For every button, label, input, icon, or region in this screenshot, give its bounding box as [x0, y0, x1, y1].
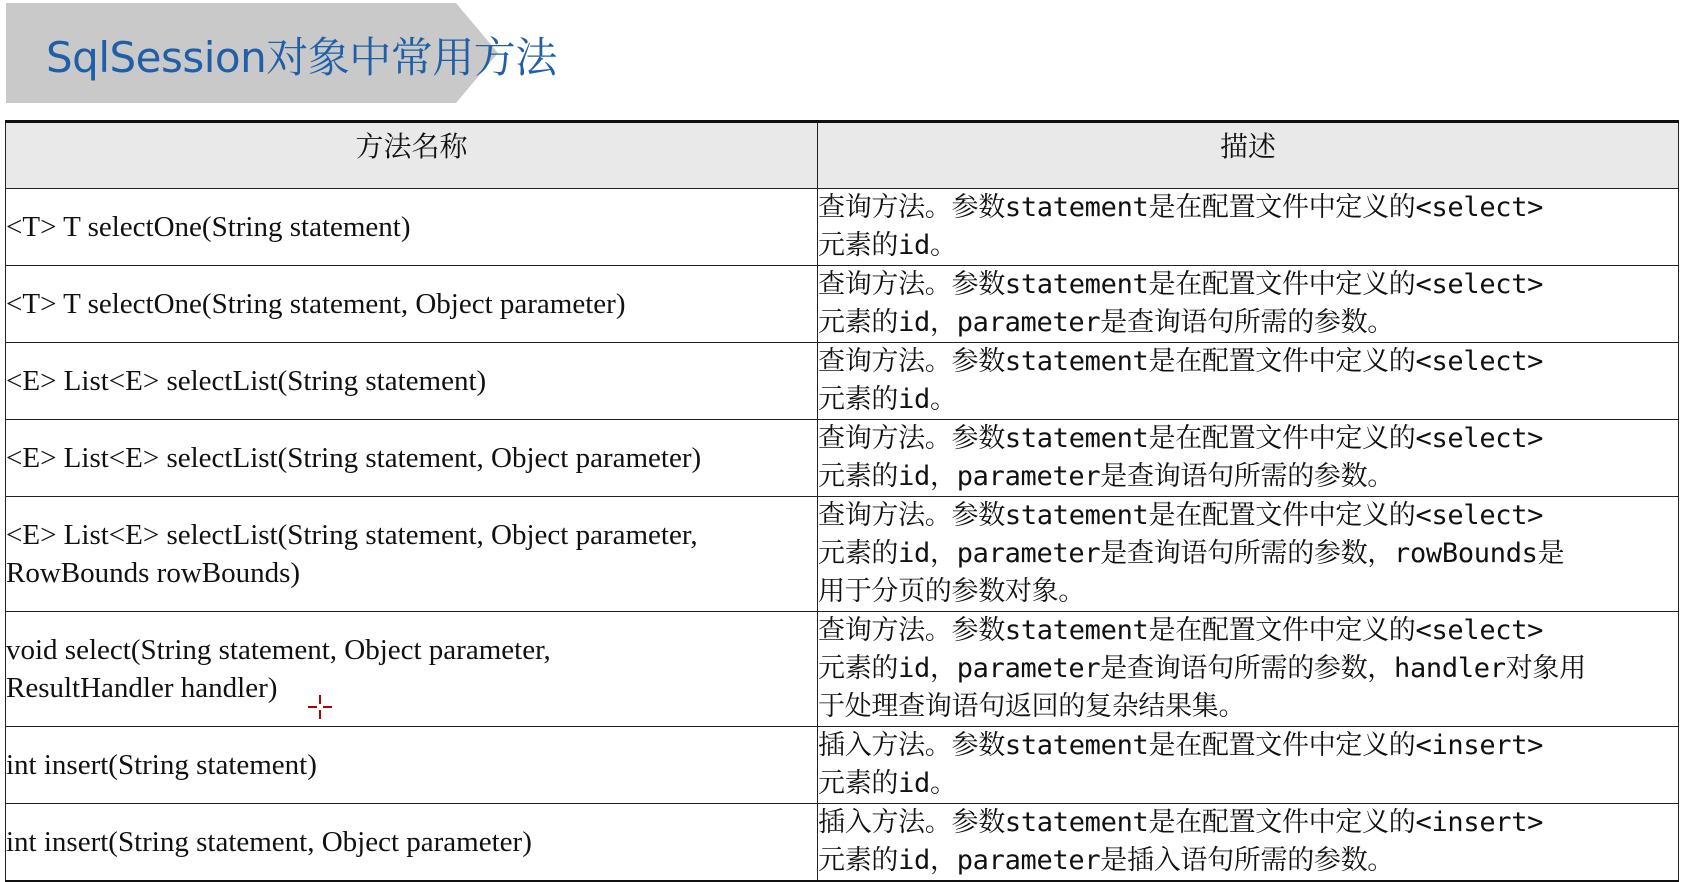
method-cell: <E> List<E> selectList(String statement, Object parameter, RowBounds rowBounds) [6, 497, 818, 612]
table-row [6, 189, 1679, 266]
table-row [6, 497, 1679, 612]
description-cell: 查询方法。参数statement是在配置文件中定义的<select> 元素的id，parameter是查询语句所需的参数。 [818, 420, 1679, 497]
methods-table [5, 120, 1679, 882]
header-method-name: 方法名称 [6, 122, 818, 189]
description-cell: 查询方法。参数statement是在配置文件中定义的<select> 元素的id，parameter是查询语句所需的参数，handler对象用 于处理查询语句返回的复杂结果集。 [818, 612, 1679, 727]
method-cell: <T> T selectOne(String statement, Object parameter) [6, 266, 818, 343]
crosshair-cursor-icon [306, 693, 334, 721]
page-title: SqlSession对象中常用方法 [46, 33, 557, 82]
method-cell: <T> T selectOne(String statement) [6, 189, 818, 266]
table-header-row [6, 122, 1679, 189]
description-cell: 查询方法。参数statement是在配置文件中定义的<select> 元素的id，parameter是查询语句所需的参数。 [818, 266, 1679, 343]
description-cell: 查询方法。参数statement是在配置文件中定义的<select> 元素的id。 [818, 343, 1679, 420]
header-description: 描述 [818, 122, 1679, 189]
description-cell: 查询方法。参数statement是在配置文件中定义的<select> 元素的id，parameter是查询语句所需的参数，rowBounds是 用于分页的参数对象。 [818, 497, 1679, 612]
method-cell: <E> List<E> selectList(String statement) [6, 343, 818, 420]
description-cell: 查询方法。参数statement是在配置文件中定义的<select> 元素的id。 [818, 189, 1679, 266]
table-row [6, 266, 1679, 343]
table-row [6, 420, 1679, 497]
table-row [6, 612, 1679, 727]
method-cell: int insert(String statement) [6, 727, 818, 804]
table-row [6, 343, 1679, 420]
description-cell: 插入方法。参数statement是在配置文件中定义的<insert> 元素的id。 [818, 727, 1679, 804]
method-cell: <E> List<E> selectList(String statement, Object parameter) [6, 420, 818, 497]
table-row [6, 804, 1679, 882]
table-row [6, 727, 1679, 804]
method-cell: int insert(String statement, Object parameter) [6, 804, 818, 882]
method-cell: void select(String statement, Object parameter, ResultHandler handler) [6, 612, 818, 727]
description-cell: 插入方法。参数statement是在配置文件中定义的<insert> 元素的id，parameter是插入语句所需的参数。 [818, 804, 1679, 882]
title-banner [6, 3, 557, 111]
